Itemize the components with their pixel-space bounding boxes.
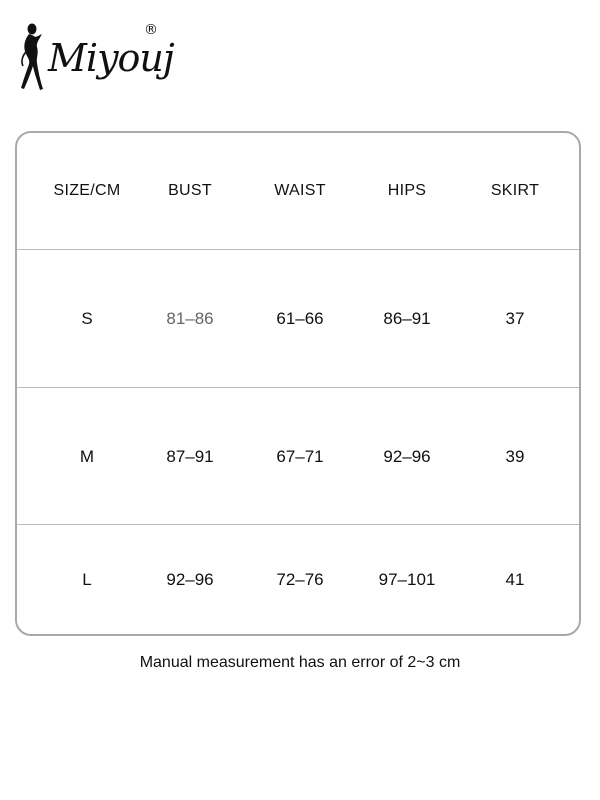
waist-value: 61–66 xyxy=(276,309,324,328)
skirt-value: 41 xyxy=(505,570,525,589)
size-label: M xyxy=(79,446,95,466)
silhouette-icon xyxy=(18,22,46,92)
hips-value: 86–91 xyxy=(383,309,431,328)
bust-value: 81–86 xyxy=(166,309,214,328)
table-row xyxy=(17,524,579,635)
brand-name: Miyouj xyxy=(48,36,174,80)
header-hips: HIPS xyxy=(387,182,427,199)
measurement-note: Manual measurement has an error of 2~3 cm xyxy=(139,654,461,671)
table-row xyxy=(17,249,579,388)
skirt-value: 39 xyxy=(505,446,525,466)
bust-value: 92–96 xyxy=(166,570,214,589)
table-header-row xyxy=(17,133,579,249)
size-chart-table xyxy=(15,131,581,636)
table-row xyxy=(17,387,579,525)
header-skirt: SKIRT xyxy=(490,182,540,199)
skirt-value: 37 xyxy=(505,309,525,328)
size-label: S xyxy=(81,309,93,328)
size-label: L xyxy=(82,570,92,589)
hips-value: 97–101 xyxy=(378,570,436,589)
waist-value: 67–71 xyxy=(276,446,324,466)
registered-mark: ® xyxy=(144,22,158,38)
brand-logo xyxy=(18,22,174,102)
hips-value: 92–96 xyxy=(383,446,431,466)
waist-value: 72–76 xyxy=(276,570,324,589)
header-size: SIZE/CM xyxy=(53,182,121,199)
bust-value: 87–91 xyxy=(166,446,214,466)
header-waist: WAIST xyxy=(274,182,326,199)
header-bust: BUST xyxy=(168,182,212,199)
